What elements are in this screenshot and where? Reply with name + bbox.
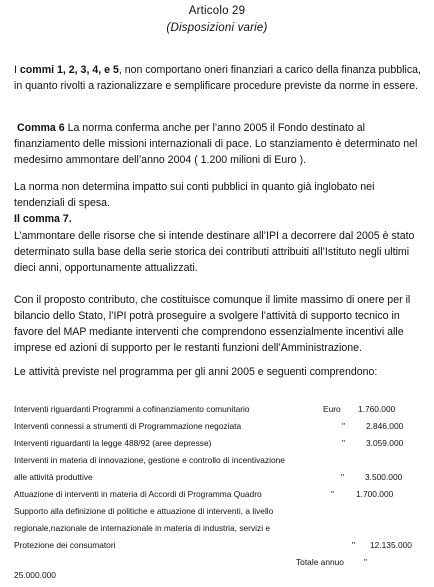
p1-text: , non comportano oneri finanziari a carico della finanza pubblica, in quanto rivolti a razionalizzare e semplificare procedure previste da norme in essere. xyxy=(14,64,421,92)
row-label: Interventi connessi a strumenti di Programmazione negoziata xyxy=(14,421,242,431)
table-row xyxy=(14,404,424,420)
paragraph-comma-7-heading xyxy=(14,211,422,227)
paragraph-contributo: Con il proposto contributo, che costituisce comunque il limite massimo di onere per il bilancio dello Stato, l’IPI potrà proseguire a svolgere l’attività di supporto tecnico in favore del MAP mediante interventi che comprendono essenzialmente incentivi alle imprese ed azioni di supporto per le restanti funzioni dell’Amministrazione. xyxy=(14,294,411,354)
table-row xyxy=(14,489,424,505)
row-amount: 1.700.000 xyxy=(356,489,394,499)
table-row xyxy=(14,455,424,471)
article-subtitle: (Disposizioni varie) xyxy=(166,22,268,34)
p2-text: La norma conferma anche per l’anno 2005 il Fondo destinato al finanziamento delle missioni internazionali di pace. Lo stanziamento è determinato nel medesimo ammontare dell’anno 2004 ( 1.200 milioni di Euro ). xyxy=(14,122,418,166)
row-ditto: " xyxy=(352,540,355,550)
row-label: regionale,nazionale de internazionale in materia di industria, servizi e xyxy=(14,523,271,533)
total-label: Totale annuo xyxy=(296,557,344,567)
row-label: Protezione dei consumatori xyxy=(14,540,116,550)
paragraph-impatto: La norma non determina impatto sui conti pubblici in quanto già inglobato nei tendenziali di spesa. xyxy=(14,181,375,209)
row-amount: 2.846.000 xyxy=(366,421,404,431)
table-row xyxy=(14,421,424,437)
row-ditto: " xyxy=(342,438,345,448)
row-ditto: " xyxy=(331,489,334,499)
paragraph-ammontare: L’ammontare delle risorse che si intende destinare all’IPI a decorrere dal 2005 è stato determinato sulla base della serie storica dei contributi attribuiti all’Istituto negli ultimi dieci anni, opportunamente attualizzati. xyxy=(14,230,415,274)
table-row xyxy=(14,506,424,522)
paragraph-commi-1-5 xyxy=(14,62,422,94)
row-ditto: " xyxy=(341,472,344,482)
p1-bold: commi 1, 2, 3, 4, e 5 xyxy=(19,64,119,76)
article-title: Articolo 29 xyxy=(188,5,246,17)
row-ditto: " xyxy=(342,421,345,431)
row-label: Interventi riguardanti Programmi a cofinanziamento comunitario xyxy=(14,404,250,414)
row-amount: 3.059.000 xyxy=(366,438,404,448)
paragraph-attivita: Le attività previste nel programma per gli anni 2005 e seguenti comprendono: xyxy=(14,366,378,378)
row-label: Interventi in materia di innovazione, gestione e controllo di incentivazione xyxy=(14,455,285,465)
total-amount: 25.000.000 xyxy=(14,570,56,580)
p2-bold: Comma 6 xyxy=(16,122,65,134)
row-label: Interventi riguardanti la legge 488/92 (aree depresse) xyxy=(14,438,212,448)
p1-prefix: I xyxy=(14,64,17,76)
table-row xyxy=(14,472,424,488)
row-label: alle attività produttive xyxy=(14,472,93,482)
row-label: Attuazione di interventi in materia di Accordi di Programma Quadro xyxy=(14,489,262,499)
table-row xyxy=(14,540,424,556)
table-row xyxy=(14,438,424,454)
table-row xyxy=(14,523,424,539)
row-label: Supporto alla definizione di politiche e attuazione di interventi, a livello xyxy=(14,506,274,516)
row-amount: 12.135.000 xyxy=(370,540,412,550)
row-amount: 1.760.000 xyxy=(358,404,396,414)
p4-dot: . xyxy=(68,213,72,225)
paragraph-comma-6 xyxy=(14,120,422,168)
row-currency: Euro xyxy=(323,404,341,414)
p4-bold: Il comma 7 xyxy=(14,213,69,225)
total-ditto: " xyxy=(364,557,367,567)
row-amount: 3.500.000 xyxy=(365,472,403,482)
